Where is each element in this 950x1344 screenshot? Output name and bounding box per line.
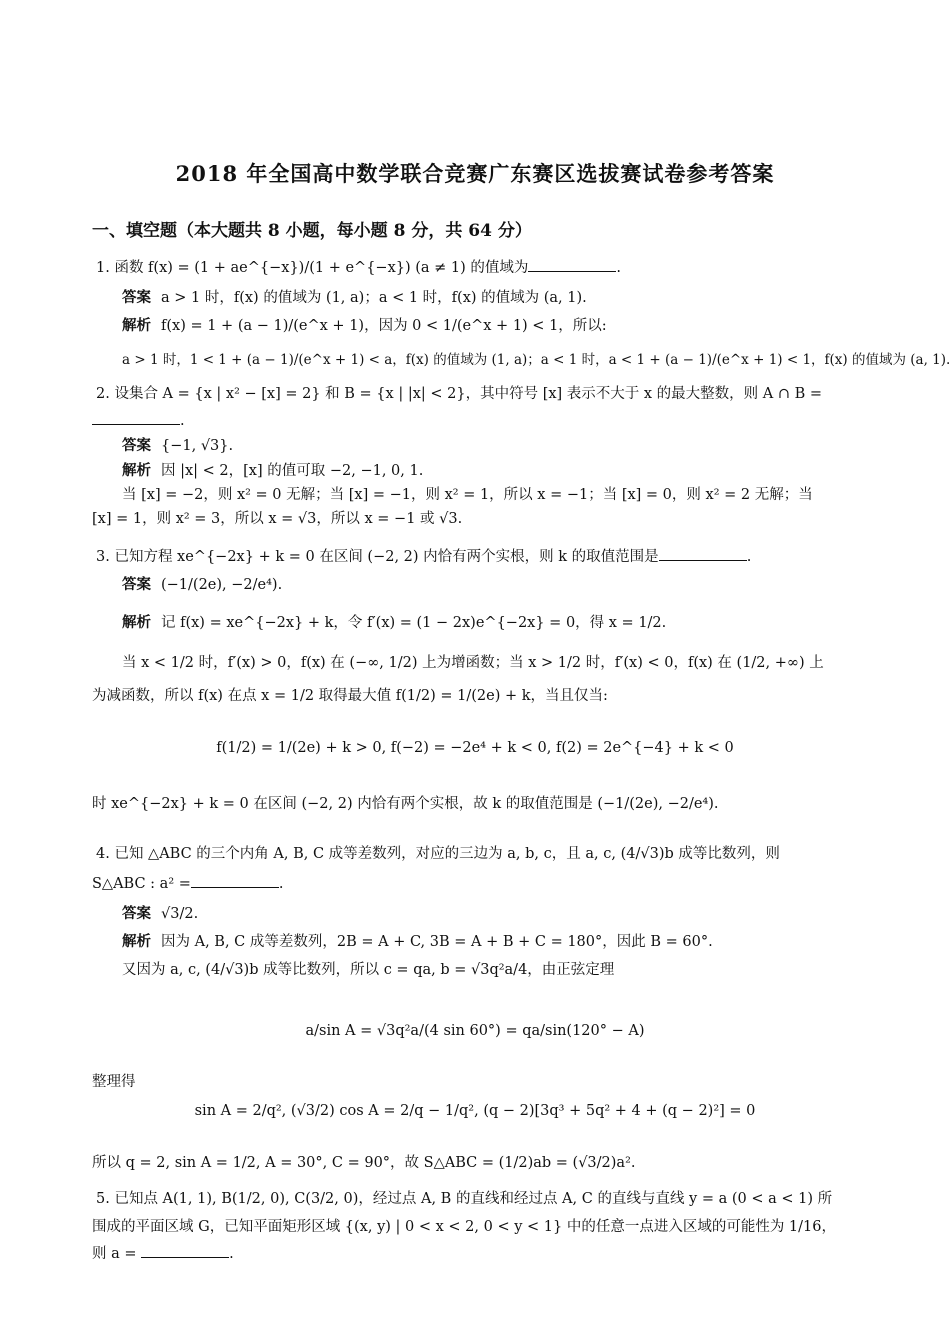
q3-solution-line: 为减函数，所以 f(x) 在点 x = 1/2 取得最大值 f(1/2) = 1/(2e) + k，当且仅当: [92, 688, 608, 704]
q3-question: 3. 已知方程 xe^{−2x} + k = 0 在区间 (−2, 2) 内恰有两个实根，则 k 的取值范围是 . [96, 549, 752, 565]
answer-label: 答案 [122, 437, 151, 454]
solution-label: 解析 [122, 462, 151, 479]
q5-question: 5. 已知点 A(1, 1), B(1/2, 0), C(3/2, 0)，经过点 A, B 的直线和经过点 A, C 的直线与直线 y = a (0 < a < 1) 所 [96, 1191, 833, 1207]
q3-solution: 解析 记 f(x) = xe^{−2x} + k，令 f′(x) = (1 − 2x)e^{−2x} = 0，得 x = 1/2. [122, 614, 667, 631]
answer-label: 答案 [122, 576, 151, 593]
q4-solution: 解析 因为 A, B, C 成等差数列，2B = A + C, 3B = A + B + C = 180°，因此 B = 60°. [122, 933, 713, 950]
q2-solution-line: 当 [x] = −2，则 x² = 0 无解；当 [x] = −1，则 x² = 1，所以 x = −1；当 [x] = 0，则 x² = 2 无解；当 [122, 487, 813, 503]
q2-solution-line: [x] = 1，则 x² = 3，所以 x = √3，所以 x = −1 或 √3. [92, 511, 463, 527]
q4-question: S△ABC : a² = . [92, 876, 284, 892]
q2-answer: 答案 {−1, √3}. [122, 437, 234, 454]
q4-question: 4. 已知 △ABC 的三个内角 A, B, C 成等差数列，对应的三边为 a, b, c，且 a, c, (4/√3)b 成等比数列，则 [96, 846, 780, 862]
q4-solution-line: 整理得 [92, 1074, 136, 1090]
q4-display-equation: sin A = 2/q², (√3/2) cos A = 2/q − 1/q², (q − 2)[3q³ + 5q² + 4 + (q − 2)²] = 0 [194, 1103, 756, 1119]
q4-solution-line: 又因为 a, c, (4/√3)b 成等比数列，所以 c = qa, b = √3q²a/4，由正弦定理 [122, 962, 615, 978]
q2-solution: 解析 因 |x| < 2，[x] 的值可取 −2, −1, 0, 1. [122, 462, 424, 479]
q4-solution-line: 所以 q = 2, sin A = 1/2, A = 30°, C = 90°，故 S△ABC = (1/2)ab = (√3/2)a². [92, 1155, 636, 1171]
page-title: 2018 年全国高中数学联合竞赛广东赛区选拔赛试卷参考答案 [175, 161, 775, 186]
q4-display-equation: a/sin A = √3q²a/(4 sin 60°) = qa/sin(120° − A) [305, 1023, 645, 1039]
q1-answer: 答案 a > 1 时，f(x) 的值域为 (1, a)；a < 1 时，f(x) 的值域为 (a, 1). [122, 289, 587, 306]
answer-label: 答案 [122, 905, 151, 922]
solution-label: 解析 [122, 933, 151, 950]
q2-blank-line: . [92, 412, 185, 430]
answer-blank [659, 548, 747, 561]
q3-answer: 答案 (−1/(2e), −2/e⁴). [122, 576, 283, 593]
section-heading: 一、填空题（本大题共 8 小题，每小题 8 分，共 64 分） [92, 221, 532, 241]
q1-solution-line: a > 1 时，1 < 1 + (a − 1)/(e^x + 1) < a，f(x) 的值域为 (1, a)；a < 1 时，a < 1 + (a − 1)/(e^x + 1) < 1，f(x) 的值域为 (a, 1). [122, 352, 950, 368]
answer-blank [141, 1245, 229, 1258]
q4-answer: 答案 √3/2. [122, 905, 199, 922]
q1-question: 1. 函数 f(x) = (1 + ae^{−x})/(1 + e^{−x}) (a ≠ 1) 的值域为 . [96, 260, 622, 276]
q1-solution: 解析 f(x) = 1 + (a − 1)/(e^x + 1)，因为 0 < 1/(e^x + 1) < 1，所以: [122, 317, 607, 334]
solution-label: 解析 [122, 317, 151, 334]
q5-question: 则 a = . [92, 1246, 234, 1262]
solution-label: 解析 [122, 614, 151, 631]
answer-label: 答案 [122, 289, 151, 306]
q3-solution-line: 时 xe^{−2x} + k = 0 在区间 (−2, 2) 内恰有两个实根，故 k 的取值范围是 (−1/(2e), −2/e⁴). [92, 796, 719, 812]
q3-display-equation: f(1/2) = 1/(2e) + k > 0, f(−2) = −2e⁴ + k < 0, f(2) = 2e^{−4} + k < 0 [216, 740, 734, 756]
q2-question: 2. 设集合 A = {x | x² − [x] = 2} 和 B = {x | |x| < 2}，其中符号 [x] 表示不大于 x 的最大整数，则 A ∩ B = [96, 386, 823, 402]
q5-question: 围成的平面区域 G，已知平面矩形区域 {(x, y) | 0 < x < 2, 0 < y < 1} 中的任意一点进入区域的可能性为 1/16， [92, 1219, 836, 1235]
answer-blank [528, 259, 616, 272]
answer-blank [92, 412, 180, 425]
q3-solution-line: 当 x < 1/2 时，f′(x) > 0，f(x) 在 (−∞, 1/2) 上为增函数；当 x > 1/2 时，f′(x) < 0，f(x) 在 (1/2, +∞) 上 [122, 655, 824, 671]
answer-blank [191, 875, 279, 888]
